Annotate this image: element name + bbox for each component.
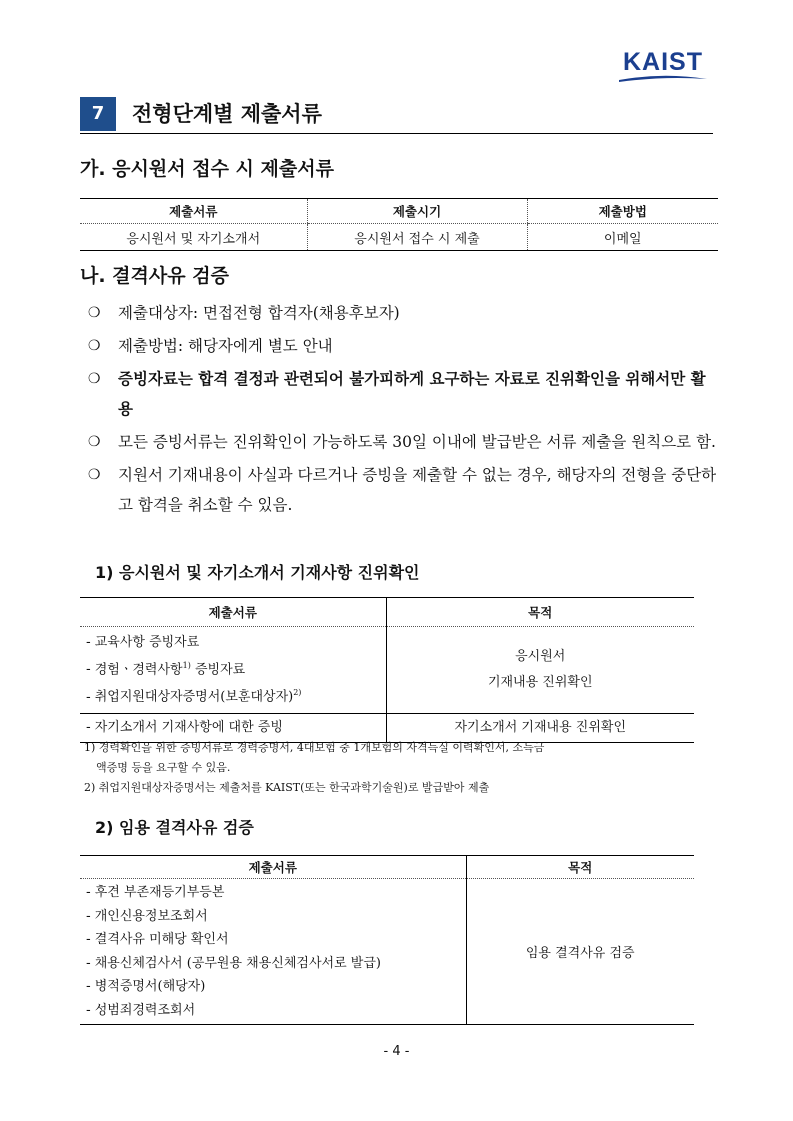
application-verification-table bbox=[80, 597, 694, 743]
sub1-title: 1) 응시원서 및 자기소개서 기재사항 진위확인 bbox=[95, 563, 420, 582]
table-cell bbox=[80, 879, 466, 1025]
list-item: - 취업지원대상자증명서(보훈대상자)$^{2)}$ bbox=[86, 688, 302, 705]
list-item: - 후견 부존재등기부등본 bbox=[86, 885, 225, 900]
footnotes bbox=[84, 738, 704, 798]
part-a-title: 가. 응시원서 접수 시 제출서류 bbox=[80, 158, 334, 180]
list-item: ❍ 지원서 기재내용이 사실과 다르거나 증빙을 제출할 수 없는 경우, 해당자의 전형을 중단하고 합격을 취소할 수 있음. bbox=[88, 460, 720, 520]
table-row bbox=[80, 879, 694, 1025]
list-item: ❍ 증빙자료는 합격 결정과 관련되어 불가피하게 요구하는 자료로 진위확인을 위해서만 활용 bbox=[88, 364, 720, 424]
table-header-row bbox=[80, 598, 694, 627]
footnote-1-cont: 액증명 등을 요구할 수 있음. bbox=[96, 761, 231, 774]
footnote-2: 2) 취업지원대상자증명서는 제출처를 KAIST(또는 한국과학기술원)로 발급받아 제출 bbox=[84, 781, 490, 794]
verification-bullet-list bbox=[88, 298, 720, 523]
logo-text: KAIST bbox=[623, 48, 703, 76]
list-item: - 개인신용정보조회서 bbox=[86, 908, 208, 924]
list-item: - 성범죄경력조회서 bbox=[86, 1002, 196, 1018]
list-item: - 결격사유 미해당 확인서 bbox=[86, 932, 229, 947]
table-cell: 응시원서 접수 시 제출 bbox=[307, 224, 527, 251]
application-documents-table bbox=[80, 198, 718, 251]
disqualification-check-table bbox=[80, 855, 694, 1025]
circle-bullet-icon: ❍ bbox=[88, 434, 101, 450]
footnote-ref: 1) bbox=[182, 661, 191, 670]
table-header: 제출방법 bbox=[527, 199, 718, 224]
section-number: 7 bbox=[80, 97, 116, 131]
table-header: 목적 bbox=[466, 856, 694, 879]
footnote-1: 1) 경력확인을 위한 증빙서류로 경력증명서, 4대보험 중 1개보험의 자격득실 이력확인서, 소득금 bbox=[84, 741, 545, 754]
table-row bbox=[80, 224, 718, 251]
list-item: - 경험ㆍ경력사항$^{1)}$ 증빙자료 bbox=[86, 661, 246, 678]
circle-bullet-icon: ❍ bbox=[88, 467, 101, 483]
list-item: - 교육사항 증빙자료 bbox=[86, 635, 200, 650]
list-item: - 채용신체검사서 (공무원용 채용신체검사서로 발급) bbox=[86, 955, 381, 971]
table-cell: 응시원서 기재내용 진위확인 bbox=[386, 627, 694, 714]
page-number: - 4 - bbox=[383, 1044, 410, 1059]
kaist-logo bbox=[613, 48, 713, 86]
section-title: 전형단계별 제출서류 bbox=[132, 102, 322, 126]
table-cell: 이메일 bbox=[527, 224, 718, 251]
footnote-ref: 2) bbox=[293, 688, 302, 698]
table-header: 제출서류 bbox=[80, 199, 307, 224]
circle-bullet-icon: ❍ bbox=[88, 305, 101, 321]
section-heading bbox=[80, 97, 713, 134]
list-item: ❍ 모든 증빙서류는 진위확인이 가능하도록 30일 이내에 발급받은 서류 제출을 원칙으로 함. bbox=[88, 427, 720, 457]
table-header: 목적 bbox=[386, 598, 694, 627]
list-item: ❍ 제출대상자: 면접전형 합격자(채용후보자) bbox=[88, 298, 720, 328]
circle-bullet-icon: ❍ bbox=[88, 371, 101, 387]
part-b-title: 나. 결격사유 검증 bbox=[80, 265, 229, 287]
table-header-row bbox=[80, 199, 718, 224]
table-row bbox=[80, 627, 694, 714]
table-header-row bbox=[80, 856, 694, 879]
table-header: 제출서류 bbox=[80, 598, 386, 627]
list-item: - 병적증명서(해당자) bbox=[86, 979, 206, 994]
circle-bullet-icon: ❍ bbox=[88, 338, 101, 354]
table-cell: 자기소개서 기재내용 진위확인 bbox=[386, 713, 694, 742]
table-cell: 응시원서 및 자기소개서 bbox=[126, 231, 261, 247]
list-item: ❍ 제출방법: 해당자에게 별도 안내 bbox=[88, 331, 720, 361]
table-header: 제출시기 bbox=[307, 199, 527, 224]
table-cell bbox=[80, 627, 386, 714]
table-cell: - 자기소개서 기재사항에 대한 증빙 bbox=[80, 713, 386, 742]
table-header: 제출서류 bbox=[80, 856, 466, 879]
logo-swoosh bbox=[617, 74, 709, 84]
table-cell: 임용 결격사유 검증 bbox=[466, 879, 694, 1025]
sub2-title: 2) 임용 결격사유 검증 bbox=[95, 818, 254, 837]
